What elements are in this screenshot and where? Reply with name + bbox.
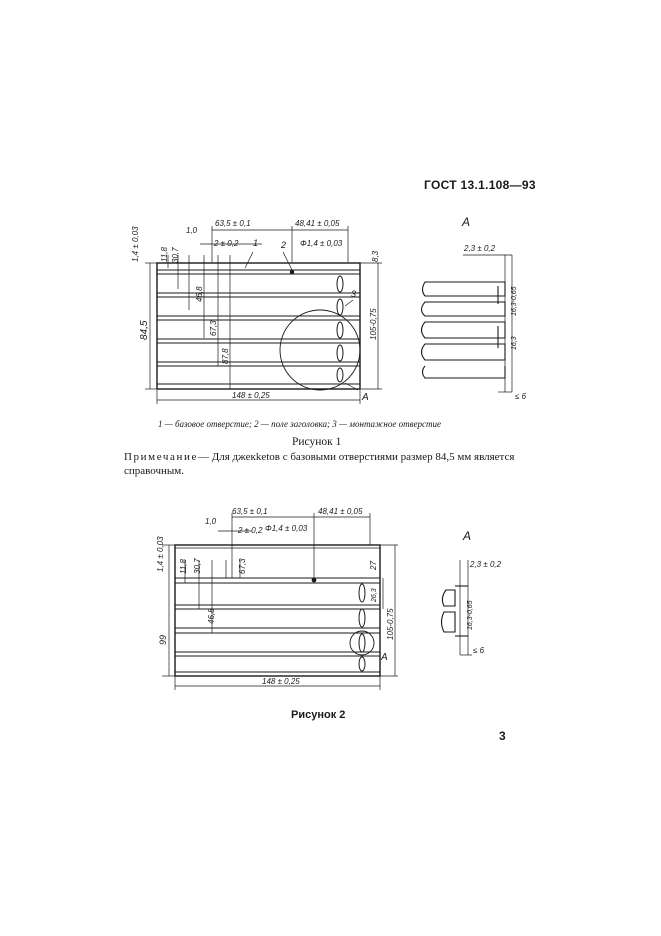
f2-dim-30-7: 30,7 <box>193 558 202 574</box>
view-a-label: A <box>462 215 471 229</box>
f2-dim-27: 27 <box>369 561 378 570</box>
base-hole-2 <box>312 578 317 583</box>
dim-87-8: 87,8 <box>221 348 230 364</box>
standard-header: ГОСТ 13.1.108—93 <box>424 178 536 192</box>
f2-a-2-3: 2,3 ± 0,2 <box>470 560 502 569</box>
detail-circle <box>280 310 360 390</box>
callout-a: A <box>362 392 369 403</box>
f2-dim-1-4: 1,4 ± 0,03 <box>156 536 165 572</box>
f2-dim-63-5: 63,5 ± 0,1 <box>232 507 268 516</box>
dim-8-3: 8,3 <box>371 250 380 262</box>
callout-2: 2 <box>281 240 287 250</box>
dim-46-8: 46,8 <box>195 286 204 302</box>
dim-67-3: 67,3 <box>209 320 218 336</box>
a-le6: ≤ 6 <box>515 392 527 401</box>
figure2-drawing <box>156 507 502 690</box>
dim-2: 2 ± 0,2 <box>214 239 239 248</box>
f2-a-16-3: 16,3-0,65 <box>467 600 474 630</box>
f2-dim-1-0: 1,0 <box>205 517 217 526</box>
base-hole <box>290 270 294 274</box>
figure1-legend: 1 — базовое отверстие; 2 — поле заголовка; 3 — монтажное отверстие <box>158 419 442 429</box>
f2-view-a-label: A <box>463 529 472 543</box>
jacket-channels <box>157 270 360 384</box>
note-paragraph <box>124 450 544 478</box>
dim-84-5: 84,5 <box>139 320 150 340</box>
callout-3: 3 <box>351 289 357 299</box>
figure1-caption: Рисунок 1 <box>292 436 342 448</box>
dim-phi: Φ1,4 ± 0,03 <box>300 239 343 248</box>
note-label: Примечание <box>124 451 198 463</box>
dim-11-8: 11,8 <box>160 247 169 262</box>
f2-a-le6: ≤ 6 <box>473 646 485 655</box>
dim-30-7: 30,7 <box>171 247 180 263</box>
callout-1: 1 <box>253 238 259 248</box>
a-16-3a: 16,3-0,65 <box>511 286 518 316</box>
dim-1-0: 1,0 <box>186 226 198 235</box>
figure2-caption: Рисунок 2 <box>291 709 346 721</box>
f2-callout-a: A <box>381 652 388 663</box>
a-16-3b: 16,3 <box>511 336 518 350</box>
f2-dim-67-3: 67,3 <box>238 558 247 574</box>
page-number: 3 <box>499 729 506 743</box>
f2-dim-148: 148 ± 0,25 <box>262 677 300 686</box>
f2-dim-26-3: 26,3 <box>371 588 378 602</box>
figure2-view-a <box>442 529 502 655</box>
f2-dim-2: 2 ± 0,2 <box>238 526 263 535</box>
f2-dim-46-8: 46,8 <box>207 608 216 624</box>
note-text: — Для джекketов с базовыми отверстиями размер 84,5 мм является справочным. <box>124 451 515 477</box>
figure1-drawing <box>131 215 527 404</box>
jacket-outline <box>157 263 360 389</box>
f2-dim-99: 99 <box>158 634 168 645</box>
a-2-3: 2,3 ± 0,2 <box>464 244 496 253</box>
dim-48-41: 48,41 ± 0,05 <box>295 219 340 228</box>
jacket2-channels <box>175 578 380 672</box>
figure1-view-a <box>422 215 527 401</box>
dim-105: 105-0,75 <box>369 308 378 340</box>
f2-dim-48-41: 48,41 ± 0,05 <box>318 507 363 516</box>
detail-circle-2 <box>350 631 374 655</box>
f2-dim-105: 105-0,75 <box>386 608 395 640</box>
dim-1-4: 1,4 ± 0,03 <box>131 226 140 262</box>
f2-dim-phi: Φ1,4 ± 0,03 <box>265 524 308 533</box>
f2-dim-11-8: 11,8 <box>179 559 188 574</box>
dimension-lines <box>145 226 382 404</box>
dim-63-5: 63,5 ± 0,1 <box>215 219 251 228</box>
dim-148: 148 ± 0,25 <box>232 391 270 400</box>
